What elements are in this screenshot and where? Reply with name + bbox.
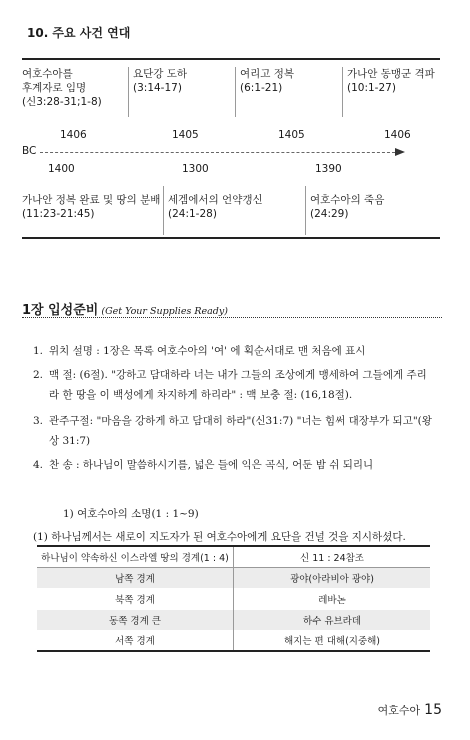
page-footer [378, 702, 442, 718]
timeline-event-bottom: 가나안 정복 완료 및 땅의 분배 (11:23-21:45) [22, 194, 161, 220]
timeline-year: 1406 [60, 129, 87, 141]
instruction-text: (1) 하나님께서는 새로이 지도자가 된 여호수아에게 요단을 건널 것을 지시하셨다. [33, 531, 406, 543]
footer-book-title: 여호수아 [377, 704, 421, 717]
page-number: 15 [424, 702, 442, 718]
timeline-year: 1390 [315, 163, 342, 175]
timeline-year: 1405 [278, 129, 305, 141]
body-item: 상 31:7) [49, 435, 91, 447]
body-item: 라 한 땅을 이 백성에게 차지하게 하리라" : 맥 보충 절: (16,18절). [49, 389, 353, 401]
table-cell: 광야(아라비아 광야) [234, 567, 431, 588]
body-item: 2. 맥 절: (6절). "강하고 담대하라 너는 내가 그들의 조상에게 맹세하여 그들에게 주리 [33, 369, 427, 381]
table-header: 하나님이 약속하신 이스라엘 땅의 경계(1 : 4) [37, 546, 234, 567]
table-cell: 북쪽 경계 [37, 588, 234, 609]
arrow-right-icon [395, 148, 405, 156]
sub-heading: 1) 여호수아의 소명(1 : 1~9) [63, 508, 199, 520]
table-row [37, 567, 430, 588]
table-row [37, 588, 430, 609]
table-cell: 하수 유브라데 [234, 609, 431, 630]
table-cell: 레바논 [318, 594, 346, 606]
table-cell: 동쪽 경계 큰 [37, 609, 234, 630]
section-title: 10. 주요 사건 연대 [27, 26, 131, 40]
table-header-row [37, 546, 430, 567]
timeline-event-top: 가나안 동맹군 격파 (10:1-27) [342, 67, 442, 117]
timeline-year: 1400 [48, 163, 75, 175]
timeline-axis-label: BC [22, 145, 37, 157]
timeline-event-bottom: 여호수아의 죽음 (24:29) [305, 186, 440, 235]
chapter-heading [22, 299, 228, 318]
timeline-top-rule [22, 58, 440, 60]
chapter-divider [22, 317, 442, 318]
timeline-event-top: 요단강 도하 (3:14-17) [128, 67, 232, 117]
timeline-axis [40, 152, 395, 153]
chapter-subtitle: (Get Your Supplies Ready) [101, 306, 228, 317]
table-header: 신 11 : 24참조 [300, 552, 364, 564]
body-item: 4. 찬 송 : 하나님이 말씀하시기를, 넓은 들에 익은 곡식, 어둔 밤 쉬 되리니 [33, 459, 374, 471]
timeline-year: 1300 [182, 163, 209, 175]
chapter-title: 1장 입성준비 [22, 303, 99, 318]
table-cell: 서쪽 경계 [37, 630, 234, 651]
timeline-event-top: 여호수아를 후계자로 임명 (신3:28-31;1-8) [22, 68, 102, 108]
table-row [37, 609, 430, 630]
table-row [37, 630, 430, 651]
body-item: 3. 관주구절: "마음을 강하게 하고 담대히 하라"(신31:7) "너는 힘써 대장부가 되고"(왕 [33, 415, 432, 427]
body-item: 1. 위치 설명 : 1장은 목록 여호수아의 '여' 에 획순서대로 맨 처음에 표시 [33, 345, 366, 357]
timeline-year: 1405 [172, 129, 199, 141]
timeline-bottom-rule [22, 237, 440, 239]
table-cell: 남쪽 경계 [37, 567, 234, 588]
timeline-event-top: 여리고 정복 (6:1-21) [235, 67, 339, 117]
timeline-year: 1406 [384, 129, 411, 141]
table-cell: 해지는 편 대해(지중해) [283, 636, 381, 648]
border-table [37, 545, 430, 652]
timeline-event-bottom: 세겜에서의 언약갱신 (24:1-28) [163, 186, 303, 235]
